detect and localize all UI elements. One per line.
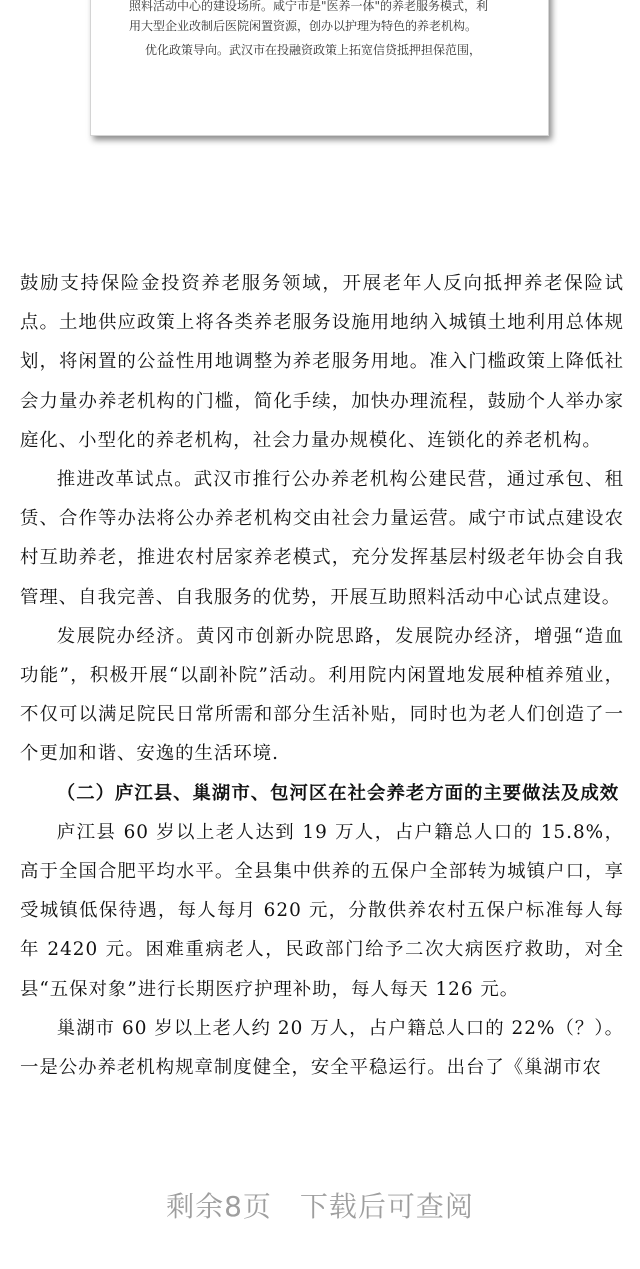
preview-line: 用大型企业改制后医院闲置资源，创办以护理为特色的养老机构。 xyxy=(129,19,478,33)
paragraph: 庐江县 60 岁以上老人达到 19 万人，占户籍总人口的 15.8%，高于全国合肥平均水平。全县集中供养的五保户全部转为城镇户口，享受城镇低保待遇，每人每月 620 元，分散供养农村五保户标准每人每年 2420 元。困难重病老人，民政部门给予二次大病医疗救助，对全县“五保对象”进行长期医疗护理补助，每人每天 126 元。 xyxy=(20,821,624,1000)
section-heading: （二）庐江县、巢湖市、包河区在社会养老方面的主要做法及成效 xyxy=(56,782,620,804)
page-preview-card xyxy=(90,0,549,136)
paragraph: 鼓励支持保险金投资养老服务领域，开展老年人反向抵押养老保险试点。土地供应政策上将各类养老服务设施用地纳入城镇土地利用总体规划，将闲置的公益性用地调整为养老服务用地。准入门槛政策上降低社会力量办养老机构的门槛，简化手续，加快办理流程，鼓励个人举办家庭化、小型化的养老机构，社会力量办规模化、连锁化的养老机构。 xyxy=(20,273,624,451)
paragraph: 推进改革试点。武汉市推行公办养老机构公建民营，通过承包、租赁、合作等办法将公办养老机构交由社会力量运营。咸宁市试点建设农村互助养老，推进农村居家养老模式，充分发挥基层村级老年协会自我管理、自我完善、自我服务的优势，开展互助照料活动中心试点建设。 xyxy=(20,469,624,608)
read-more-prompt[interactable] xyxy=(0,1185,640,1229)
remaining-pages-label[interactable]: 剩余8页 xyxy=(166,1190,272,1223)
paragraph: 巢湖市 60 岁以上老人约 20 万人，占户籍总人口的 22%（？）。一是公办养老机构规章制度健全，安全平稳运行。出台了《巢湖市农 xyxy=(20,1017,624,1079)
download-to-read-button[interactable]: 下载后可查阅 xyxy=(299,1190,474,1223)
document-body xyxy=(20,264,624,1087)
paragraph: 发展院办经济。黄冈市创新办院思路，发展院办经济，增强“造血功能”，积极开展“以副补院”活动。利用院内闲置地发展种植养殖业，不仅可以满足院民日常所需和部分生活补贴，同时也为老人们创造了一个更加和谐、安逸的生活环境. xyxy=(20,625,624,765)
preview-line: 照料活动中心的建设场所。咸宁市是"医养一体"的养老服务模式，利 xyxy=(129,0,489,13)
preview-line: 优化政策导向。武汉市在投融资政策上拓宽信贷抵押担保范围， xyxy=(145,43,482,57)
